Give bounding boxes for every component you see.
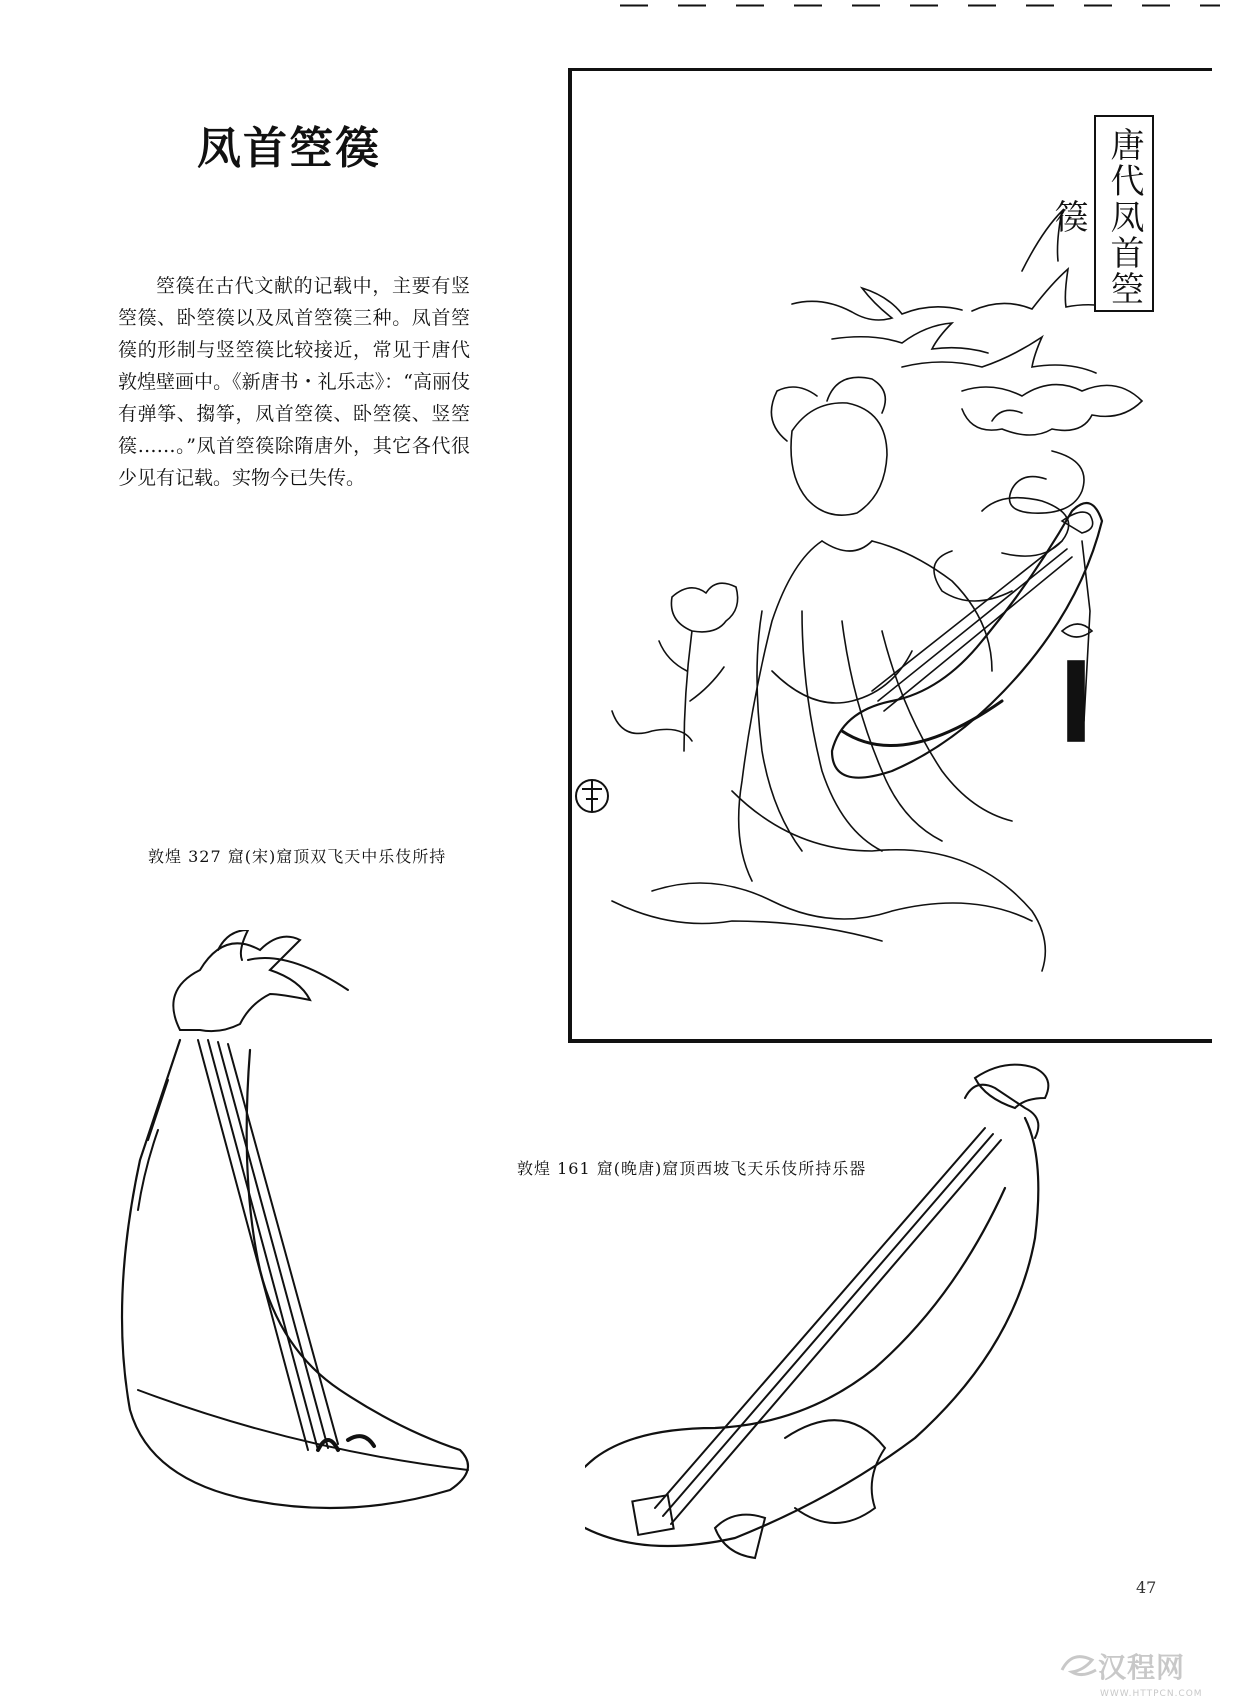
page-title: 凤首箜篌 xyxy=(197,123,381,174)
caption-cave-327: 敦煌 327 窟(宋)窟顶双飞天中乐伎所持 xyxy=(148,847,447,866)
watermark-url: WWW.HTTPCN.COM xyxy=(1100,1689,1203,1699)
vertical-label-box xyxy=(1048,115,1154,312)
konghou-drawing-cave-327 xyxy=(118,930,478,1530)
paragraph-text: 箜篌在古代文献的记载中，主要有竖箜篌、卧箜篌以及凤首箜篌三种。凤首箜篌的形制与竖箜篌比较接近，常见于唐代敦煌壁画中。《新唐书・礼乐志》：“高丽伎有弹筝、搊筝，凤首箜篌、卧箜篌、竖箜篌……。”凤首箜篌除隋唐外，其它各代很少见有记载。实物今已失传。 xyxy=(118,275,470,489)
konghou-drawing-cave-161 xyxy=(585,1058,1105,1578)
vertical-label: 唐代凤首箜篌 xyxy=(1048,126,1144,307)
body-paragraph xyxy=(118,270,470,494)
watermark-text: 汉程网 xyxy=(1098,1651,1186,1684)
caption-cave-161: 敦煌 161 窟(晚唐)窟顶西坡飞天乐伎所持乐器 xyxy=(517,1159,867,1178)
top-dash-line xyxy=(620,4,1220,7)
sealed-stamp-icon xyxy=(576,780,608,812)
page-number: 47 xyxy=(1136,1578,1157,1597)
